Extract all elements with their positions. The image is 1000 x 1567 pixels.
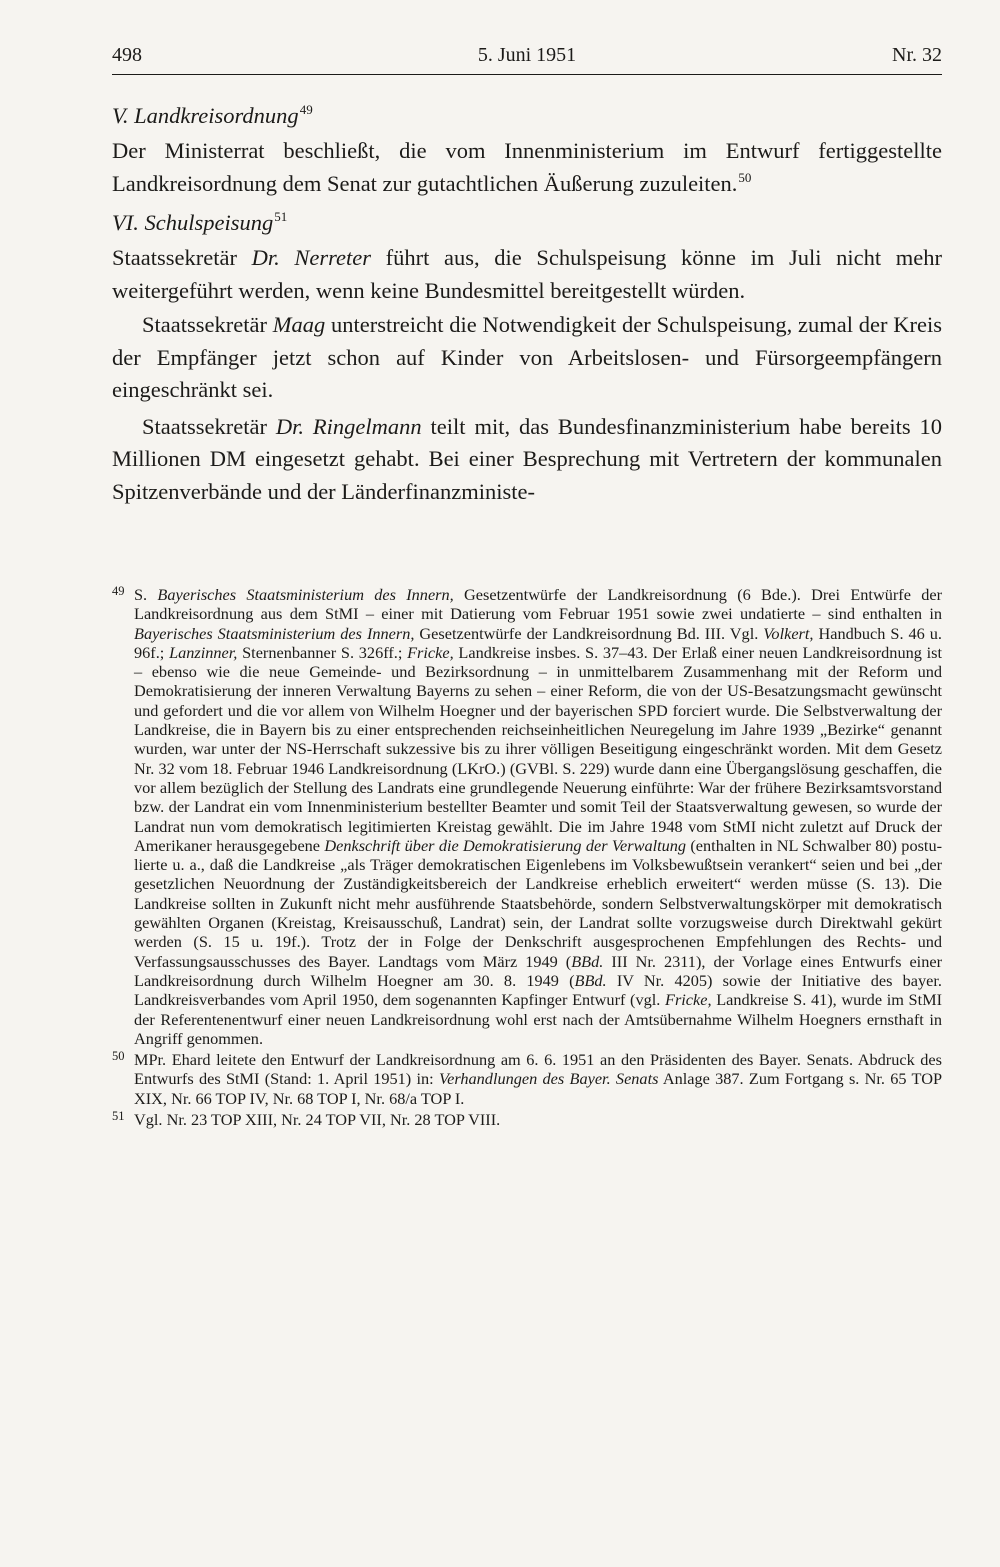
header-rule: [112, 74, 942, 75]
footnote-citation: Lanzinner,: [169, 642, 238, 662]
footnote-text: Landkreise S. 41), wurde im StMI der Referentenentwurf einer neuen Landkreisordnung wohl erst nach der Amtsübernahme Wilhelm Hoegners ernsthaft in Angriff genommen.: [134, 990, 942, 1048]
issue-number: Nr. 32: [892, 44, 942, 66]
footnote-text: Gesetzentwürfe der Landkreisordnung Bd. III. Vgl.: [414, 623, 764, 643]
paragraph-landkreisordnung: [112, 135, 942, 200]
footnote-text: Gesetzentwürfe der Landkreisordnung (6 Bde.). Drei Entwürfe der Landkreisordnung aus dem StMI – einer mit Datierung vom Februar 1951 sowie zwei undatierte – sind enthalten in: [134, 585, 942, 624]
footnote-citation: Volkert,: [763, 623, 814, 643]
footnote-text: III Nr. 2311), der Vorlage eines Entwurfs einer Landkreisordnung durch Wilhelm Hoegner am 30. 8. 1949 (: [134, 951, 942, 990]
page-number: 498: [112, 44, 142, 66]
footnote-number: 50: [112, 1049, 125, 1064]
main-text: [112, 101, 942, 512]
footnote-citation: Bayerisches Staatsministerium des Innern,: [134, 623, 415, 643]
footnote-text: Anlage 387. Zum Fortgang s. Nr. 65 TOP XIX, Nr. 66 TOP IV, Nr. 68 TOP I, Nr. 68/a TOP I.: [134, 1069, 943, 1108]
speaker-name: Maag: [272, 312, 326, 337]
paragraph-text: Staatssekretär: [142, 413, 276, 439]
running-head: [112, 44, 942, 74]
paragraph-text: Staatssekretär: [142, 312, 273, 337]
section-heading-schulspeisung: [112, 208, 942, 238]
footnote-text: S.: [134, 585, 158, 604]
footnote-text: Vgl. Nr. 23 TOP XIII, Nr. 24 TOP VII, Nr. 28 TOP VIII.: [134, 1110, 501, 1130]
footnote-citation: Fricke,: [665, 990, 712, 1010]
footnote-ref-51[interactable]: 51: [274, 209, 288, 224]
heading-text: V. Landkreisordnung: [112, 103, 299, 128]
paragraph-maag: [112, 309, 942, 407]
speaker-name: Dr. Nerreter: [251, 245, 372, 270]
footnote-50: [112, 1050, 942, 1108]
footnote-text: Landkreise insbes. S. 37–43. Der Erlaß einer neuen Landkreisordnung ist – ebenso wie die neue Gemeinde- und Bezirksordnung – in unmittelbarem Zusammenhang mit der Reform und Demokratisierung der inneren Verwaltung Bayerns zu sehen – einer Reform, die von der US-Besatzungsmacht gewünscht und gefordert und die vor allem von Wilhelm Hoegner und der bayerischen SPD forciert wurde. Die Selbstverwaltung der Landkreise, die in Bayern bis zu einer entsprechenden reichseinheitlichen Neuregelung im Jahre 1939 „Bezirke“ genannt wurden, war unter der NS-Herrschaft sukzessive bis zu ihrer völligen Beseitigung eingeschränkt worden. Mit dem Gesetz Nr. 32 vom 18. Februar 1946 Landkreisordnung (LKrO.) (GVBl. S. 229) wurde dann eine Übergangslösung geschaffen, die vor allem bezüglich der Stellung des Landrats eine grundlegende Neuerung einführte: War der frühere Bezirksamtsvorstand bzw. der Landrat ein vom Innenministerium bestellter Beamter und somit Teil der Staatsverwaltung gewesen, so wurde der Landrat nun vom demokratisch legitimierten Kreistag gewählt. Die im Jahre 1948 vom StMI nicht zuletzt auf Druck der Amerikaner herausgegebene: [134, 642, 943, 855]
paragraph-text: Der Ministerrat beschließt, die vom Innenministerium im Entwurf fertiggestellte Landkreisordnung dem Senat zur gutachtlichen Äußerung zuzuleiten.: [112, 138, 942, 196]
footnote-text: (enthalten in NL Schwalber 80) postulierte u. a., daß die Landkreise „als Träger demokratischen Eigenlebens im Volksbewußtsein verankert“ seien und bei „der gesetzlichen Neuordnung der Zuständigkeitsbereich der Landkreise erheblich erweitert“ werden müsse (S. 13). Die Landkreise sollten in Zukunft nicht mehr ausführende Staatsbehörde, sondern Selbstverwaltungskörper mit demokratisch gewählten Organen (Kreistag, Kreisausschuß, Landrat) sein, der Landrat sollte vorzugsweise durch Direktwahl gekürt werden (S. 15 u. 19f.). Trotz der in Folge der Denkschrift ausgesprochenen Empfehlungen des Rechts- und Verfassungsausschusses des Bayer. Landtags vom März 1949 (: [134, 835, 943, 971]
footnote-citation: Denkschrift über die Demokratisierung der Verwaltung: [324, 835, 687, 855]
footnote-ref-50[interactable]: 50: [738, 169, 752, 185]
paragraph-text: Staatssekretär: [112, 245, 252, 270]
paragraph-nerreter: [112, 242, 942, 307]
speaker-name: Dr. Ringelmann: [275, 413, 422, 439]
footnote-citation: Fricke,: [407, 642, 454, 662]
paragraph-text: führt aus, die Schulspeisung könne im Juli nicht mehr weitergeführt werden, wenn keine Bundesmittel bereitgestellt würden.: [112, 245, 943, 303]
footnote-number: 49: [112, 584, 125, 598]
footnotes: [112, 585, 942, 1131]
footnote-number: 51: [112, 1109, 125, 1124]
paragraph-text: teilt mit, das Bundesfinanzministerium habe bereits 10 Millionen DM eingesetzt gehabt. Bei einer Besprechung mit Vertretern der kommunalen Spitzenverbände und der Länderfinanzministe-: [112, 413, 942, 504]
header-date: 5. Juni 1951: [477, 44, 577, 66]
footnote-citation: Verhandlungen des Bayer. Senats: [438, 1069, 659, 1089]
footnote-ref-49[interactable]: 49: [299, 102, 313, 117]
heading-text: VI. Schulspeisung: [112, 210, 274, 235]
section-heading-landkreisordnung: [112, 101, 942, 131]
footnote-49: [112, 585, 942, 1048]
footnote-51: [112, 1110, 942, 1129]
footnote-text: Sternenbanner S. 326ff.;: [237, 642, 408, 662]
footnote-citation: BBd.: [571, 951, 604, 971]
footnote-text: MPr. Ehard leitete den Entwurf der Landkreisordnung am 6. 6. 1951 an den Präsidenten des Bayer. Senats. Abdruck des Entwurfs des StMI (Stand: 1. April 1951) in:: [134, 1050, 942, 1089]
footnote-citation: BBd.: [574, 970, 607, 990]
footnote-citation: Bayerisches Staatsministerium des Innern,: [157, 585, 454, 604]
paragraph-text: unterstreicht die Notwendigkeit der Schulspeisung, zumal der Kreis der Empfänger jetzt schon auf Kinder von Arbeitslosen- und Fürsorgeempfängern eingeschränkt sei.: [112, 312, 942, 402]
footnote-text: Handbuch S. 46 u. 96f.;: [134, 623, 942, 662]
footnote-text: IV Nr. 4205) sowie der Initiative des bayer. Landkreisverbandes vom April 1950, dem sogenannten Kapfinger Entwurf (vgl.: [134, 970, 942, 1010]
paragraph-ringelmann: [112, 411, 942, 509]
